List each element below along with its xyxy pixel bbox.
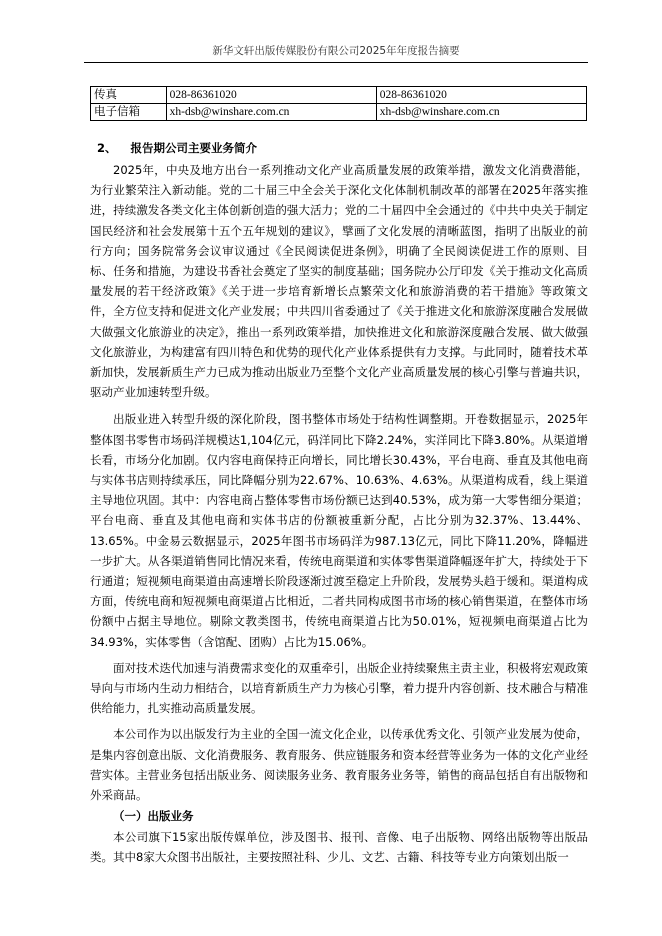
fax-label: 传真 [91,87,167,104]
section-heading [97,140,257,156]
paragraph-publishing: 本公司旗下15家出版传媒单位，涉及图书、报刊、音像、电子出版物、网络出版物等出版品类。其中8家大众图书出版社，主要按照社科、少儿、文艺、古籍、科技等专业方向策划出版一 [90,829,588,864]
email-value-right: xh-dsb@winshare.com.cn [376,104,586,121]
section-title: 报告期公司主要业务简介 [130,141,258,155]
email-label: 电子信箱 [91,104,167,121]
paragraph-company: 本公司作为以出版发行为主业的全国一流文化企业，以传承优秀文化、引领产业发展为使命，是集内容创意出版、文化消费服务、教育服务、供应链服务和资本经营等业务为一体的文化产业经营实体。主营业务包括出版业务、阅读服务业务、教育服务业务等，销售的商品包括自有出版物和外采商品。 [90,727,588,803]
table-row [91,104,587,121]
email-value-left: xh-dsb@winshare.com.cn [166,104,376,121]
paragraph-market: 出版业进入转型升级的深化阶段，图书整体市场处于结构性调整期。开卷数据显示，2025年整体图书零售市场码洋规模达1,104亿元，码洋同比下降2.24%，实洋同比下降3.80%。从渠道增长看，市场分化加剧。仅内容电商保持正向增长，同比增长30.43%，平台电商、垂直及其他电商与实体书店则持续承压，同比降幅分别为22.67%、10.63%、4.63%。从渠道构成看，线上渠道主导地位巩固。其中：内容电商占整体零售市场份额已达到40.53%，成为第一大零售细分渠道；平台电商、垂直及其他电商和实体书店的份额被重新分配，占比分别为32.37%、13.44%、13.65%。中金易云数据显示，2025年图书市场码洋为987.13亿元，同比下降11.20%，降幅进一步扩大。从各渠道销售同比情况来看，传统电商渠道和实体零售渠道降幅逐年扩大，持续处于下行通道；短视频电商渠道由高速增长阶段逐渐过渡至稳定上升阶段，发展势头趋于缓和。渠道构成方面，传统电商和短视频电商渠道占比相近，二者共同构成图书市场的核心销售渠道，在整体市场份额中占据主导地位。剔除文教类图书，传统电商渠道占比为50.01%，短视频电商渠道占比为34.93%，实体零售（含馆配、团购）占比为15.06%。 [90,412,588,649]
subsection-publishing-heading: （一）出版业务 [113,809,194,824]
header-divider [84,62,588,63]
table-row [91,87,587,104]
report-header-title: 新华文轩出版传媒股份有限公司2025年年度报告摘要 [212,45,460,57]
contact-info-table [90,86,587,121]
fax-value-left: 028-86361020 [166,87,376,104]
fax-value-right: 028-86361020 [376,87,586,104]
section-number: 2、 [97,141,117,155]
paragraph-policy: 2025年，中央及地方出台一系列推动文化产业高质量发展的政策举措，激发文化消费潜能，为行业繁荣注入新动能。党的二十届三中全会关于深化文化体制机制改革的部署在2025年落实推进，持续激发各类文化主体创新创造的强大活力；党的二十届四中全会通过的《中共中央关于制定国民经济和社会发展第十五个五年规划的建议》，擘画了文化发展的清晰蓝图，指明了出版业的前行方向；国务院常务会议审议通过《全民阅读促进条例》，明确了全民阅读促进工作的原则、目标、任务和措施，为建设书香社会奠定了坚实的制度基础；国务院办公厅印发《关于推动文化高质量发展的若干经济政策》《关于进一步培育新增长点繁荣文化和旅游消费的若干措施》等政策文件，全方位支持和促进文化产业发展；中共四川省委通过了《关于推进文化和旅游深度融合发展做大做强文化旅游业的决定》，推出一系列政策举措，加快推进文化和旅游深度融合发展、做大做强文化旅游业，为构建富有四川特色和优势的现代化产业体系提供有力支撑。与此同时，随着技术革新加快，发展新质生产力已成为推动出版业乃至整个文化产业高质量发展的核心引擎与普遍共识，驱动产业加速转型升级。 [90,163,588,400]
main-body [90,160,588,867]
paragraph-strategy: 面对技术迭代加速与消费需求变化的双重牵引，出版企业持续聚焦主责主业，积极将宏观政策导向与市场内生动力相结合，以培育新质生产力为核心引擎，着力提升内容创新、技术融合与精准供给能力，扎实推动高质量发展。 [90,660,588,716]
